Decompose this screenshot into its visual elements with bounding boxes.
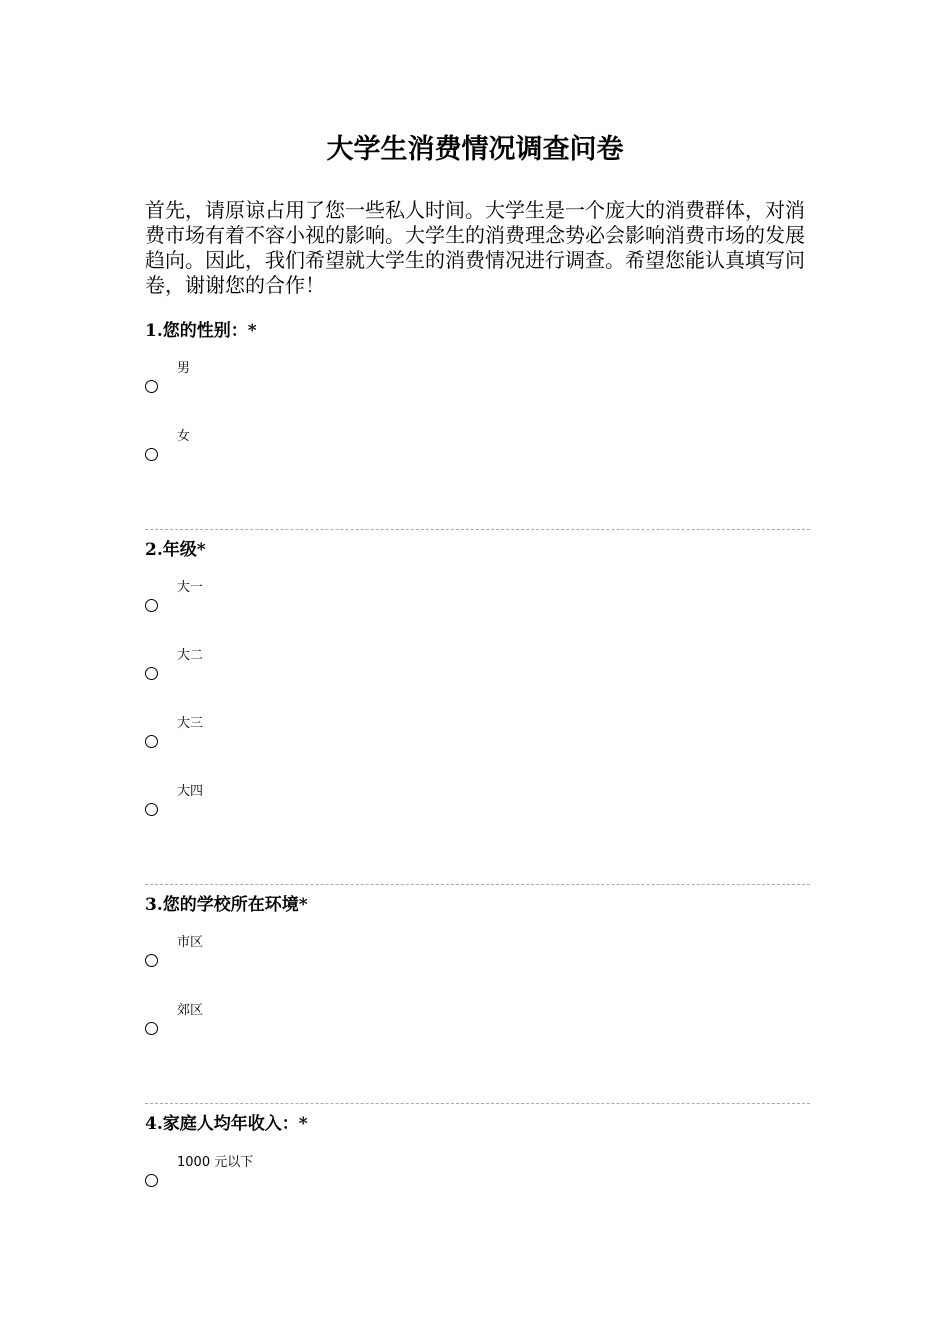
option-label: 大四 (177, 784, 204, 799)
option-suburban[interactable] (145, 1003, 445, 1043)
radio-icon[interactable] (145, 448, 158, 461)
option-grade-2[interactable] (145, 648, 445, 688)
question-grade: 2.年级* (145, 540, 206, 560)
radio-icon[interactable] (145, 667, 158, 680)
option-label: 大二 (177, 648, 204, 663)
option-male[interactable] (145, 361, 445, 401)
question-school-location: 3.您的学校所在环境* (145, 895, 308, 915)
option-grade-3[interactable] (145, 716, 445, 756)
section-divider (145, 529, 810, 530)
section-divider (145, 884, 810, 885)
option-label: 郊区 (177, 1003, 204, 1018)
question-household-income: 4.家庭人均年收入：* (145, 1114, 308, 1134)
option-income-under-1000[interactable] (145, 1155, 445, 1195)
intro-paragraph: 首先，请原谅占用了您一些私人时间。大学生是一个庞大的消费群体，对消费市场有着不容小视的影响。大学生的消费理念势必会影响消费市场的发展趋向。因此，我们希望就大学生的消费情况进行调查。希望您能认真填写问卷，谢谢您的合作！ (145, 198, 805, 297)
option-label: 男 (177, 361, 191, 376)
page-title: 大学生消费情况调查问卷 (326, 134, 624, 165)
option-grade-1[interactable] (145, 580, 445, 620)
radio-icon[interactable] (145, 954, 158, 967)
option-grade-4[interactable] (145, 784, 445, 824)
radio-icon[interactable] (145, 803, 158, 816)
question-gender: 1.您的性别：* (145, 321, 257, 341)
option-label: 女 (177, 429, 191, 444)
option-label: 大三 (177, 716, 204, 731)
option-label: 1000 元以下 (177, 1155, 254, 1170)
option-urban[interactable] (145, 935, 445, 975)
radio-icon[interactable] (145, 599, 158, 612)
option-label: 市区 (177, 935, 204, 950)
radio-icon[interactable] (145, 1022, 158, 1035)
radio-icon[interactable] (145, 735, 158, 748)
option-female[interactable] (145, 429, 445, 469)
option-label: 大一 (177, 580, 204, 595)
section-divider (145, 1103, 810, 1104)
radio-icon[interactable] (145, 380, 158, 393)
radio-icon[interactable] (145, 1174, 158, 1187)
